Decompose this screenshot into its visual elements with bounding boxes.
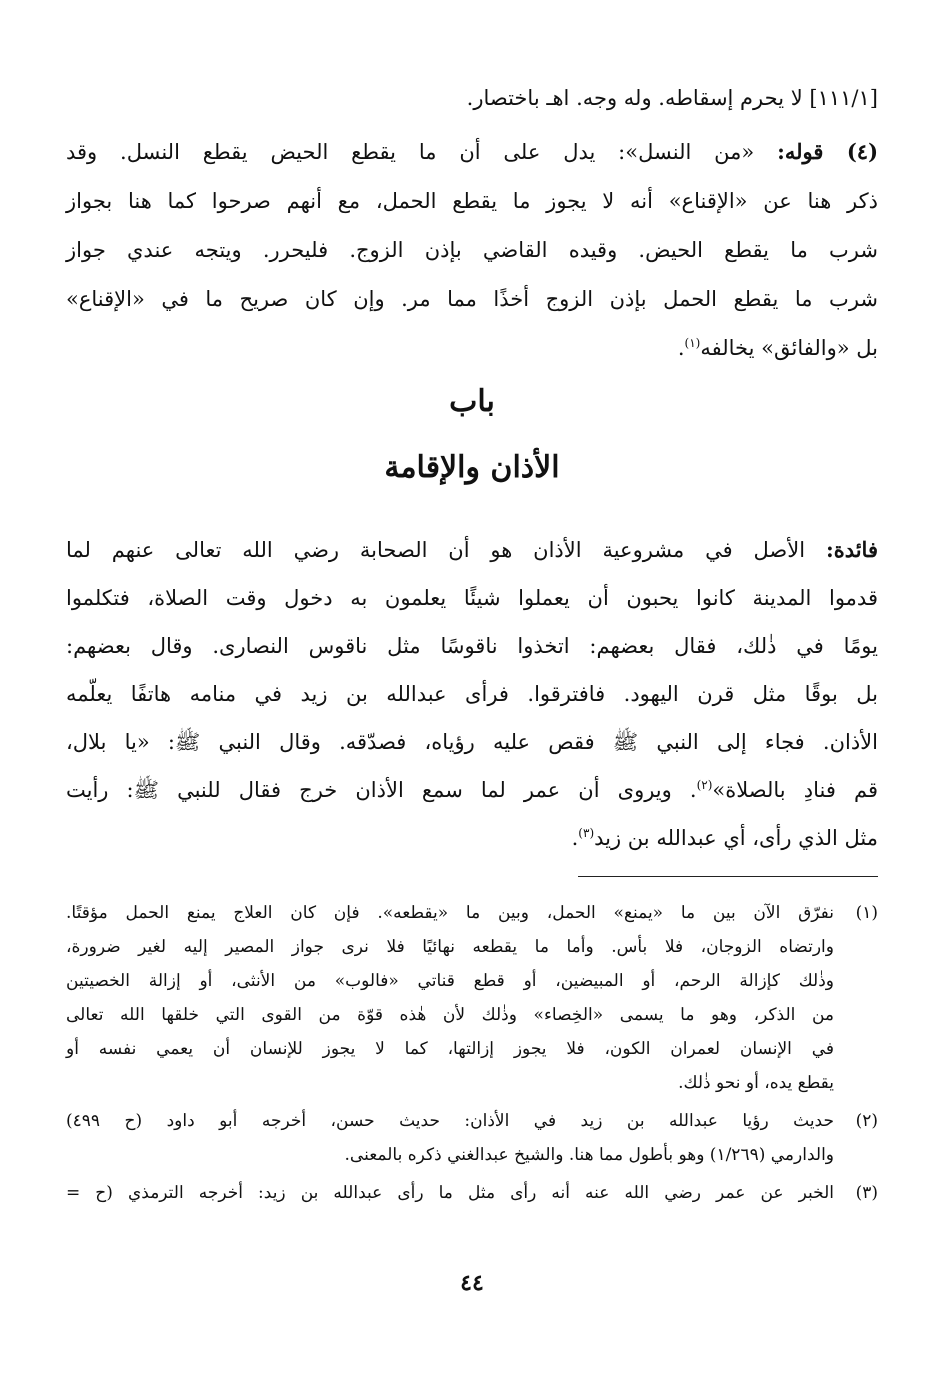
benefit-label: فائدة: (825, 537, 878, 562)
footnote-ref-2: (٢) (696, 778, 713, 792)
benefit-line-1: فائدة: الأصل في مشروعية الأذان هو أن الصحابة رضي الله تعالى عنهم لما (66, 537, 878, 562)
note4-text: «من النسل»: يدل على أن ما يقطع الحيض يقطع النسل. وقد (66, 140, 755, 164)
note4-line-2: ذكر هنا عن «الإقناع» أنه لا يجوز ما يقطع الحمل، مع أنهم صرحوا كما هنا بجواز (66, 189, 878, 213)
note4-line-5: بل «والفائق» يخالفه$^{(١)}$. (677, 336, 878, 360)
note4-line-1 (66, 132, 878, 172)
note4-line-4: شرب ما يقطع الحمل بإذن الزوج أخذًا مما مر. وإن كان صريح ما في «الإقناع» (66, 287, 878, 311)
note4-line-3: شرب ما يقطع الحيض. وقيده القاضي بإذن الزوج. فليحرر. ويتجه عندي جواز (66, 238, 878, 262)
footnote-separator (578, 876, 878, 877)
footnote-number: (٣) (855, 1183, 878, 1203)
footnote-ref-3: (٣) (578, 826, 595, 840)
chapter-title: الأذان والإقامة (384, 450, 560, 485)
top-note-text: لا يحرم إسقاطه. وله وجه. اهـ باختصار. (466, 86, 803, 110)
footnote-number: (٢) (855, 1111, 878, 1131)
benefit-line-2: قدموا المدينة كانوا يحبون أن يعملوا شيئًا يعلمون به دخول وقت الصلاة، فتكلموا (66, 586, 878, 610)
note4-label: (٤) قوله: (777, 139, 878, 164)
marginal-reference: [١١١/١] (809, 86, 878, 110)
benefit-line-7: مثل الذي رأى، أي عبدالله بن زيد$^{(٣)}$. (571, 826, 878, 850)
benefit-line-5: الأذان. فجاء إلى النبي ﷺ فقص عليه رؤياه، فصدّقه. وقال النبي ﷺ: «يا بلال، (66, 730, 878, 754)
top-note-line (66, 78, 878, 118)
note4-text-end: بل «والفائق» يخالفه (700, 336, 878, 360)
page-number: ٤٤ (460, 1270, 484, 1296)
chapter-label: باب (449, 384, 495, 419)
benefit-line-4: بل بوقًا مثل قرن اليهود. فافترقوا. فرأى عبدالله بن زيد في منامه هاتفًا يعلّمه (66, 682, 878, 706)
footnote-number: (١) (855, 903, 878, 923)
benefit-line-3: يومًا في ذٰلك، فقال بعضهم: اتخذوا ناقوسًا مثل ناقوس النصارى. وقال بعضهم: (66, 634, 878, 658)
footnote-ref-1: (١) (684, 336, 701, 350)
benefit-line-6: قم فنادِ بالصلاة»$^{(٢)}$. ويروى أن عمر لما سمع الأذان خرج فقال للنبي ﷺ: رأيت (66, 778, 878, 802)
